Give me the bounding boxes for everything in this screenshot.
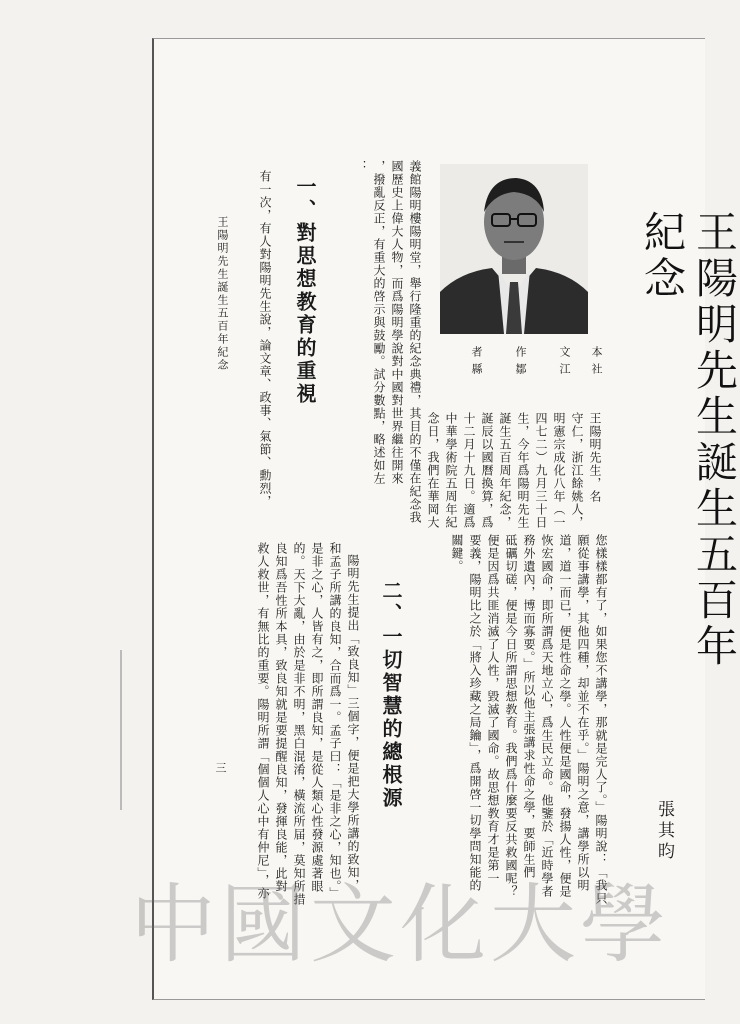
section-2-line-3: 是非之心，人皆有之，即所謂良知，是從人類心性發源處著眼 (310, 542, 324, 893)
article-title: 王陽明先生誕生五百年紀念 (638, 210, 739, 670)
intro-lower-line-4: ，撥亂反正，有重大的啓示與鼓勵。試分數點，略述如左 (372, 160, 386, 485)
page-number: 三 (214, 762, 227, 775)
intro-line-6: 誕生五百周年紀念， (498, 412, 512, 529)
section-1-line-1: 有一次，有人對陽明先生說，論文章、政事、氣節、勳烈， (258, 170, 272, 508)
running-footer: 王陽明先生誕生五百年紀念 (216, 216, 229, 372)
section-2-line-5: 良知爲吾性所本具，致良知就是要提醒良知，發揮良能，此對 (274, 542, 288, 893)
intro-lower-line-2: 義館陽明樓陽明堂，舉行隆重的紀念典禮，其目的不僅在紀念我 (408, 160, 422, 524)
section-2-line-2: 和孟子所講的良知，合而爲一。孟子曰：「是非之心，知也。」 (328, 542, 342, 900)
intro-line-4: 四七二）九月三十日 (534, 412, 548, 529)
continuation-line-9: 關鍵。 (450, 534, 464, 573)
section-2-line-6: 救人救世，有無比的重要。陽明所謂「個個人心中有仲尼」，亦 (256, 542, 270, 900)
intro-line-1: 王陽明先生，名 (588, 412, 602, 503)
continuation-line-1: 您樣樣都有了，如果您不講學，那就是完人了。」陽明說：「我只 (594, 534, 608, 905)
intro-line-2: 守仁，浙江餘姚人， (570, 412, 584, 529)
intro-line-9: 中華學術院五周年紀 (444, 412, 458, 529)
scan-edge-mark (120, 650, 122, 810)
continuation-line-5: 務外遺內，博而寡要。」所以他主張講求性命之學，要師生們 (522, 534, 536, 879)
intro-lower-line-1: 念日，我們在華岡大 (426, 412, 440, 529)
photo-caption-2: 文江 (558, 346, 571, 380)
photo-caption-1: 本社 (590, 346, 603, 380)
intro-line-8: 十二月十九日。適爲 (462, 412, 476, 529)
continuation-line-4: 恢宏國命，即所謂爲天地立心，爲生民立命。他鑒於「近時學者 (540, 534, 554, 898)
intro-lower-line-5: ： (354, 160, 368, 173)
continuation-line-6: 砥礪切磋，便是今日所謂思想教育。我們爲什麼要反共救國呢？ (504, 534, 518, 898)
intro-line-3: 明憲宗成化八年（一 (552, 412, 566, 529)
continuation-line-3: 道，道一而已，便是性命之學。人性便是國命，發揚人性，便是 (558, 534, 572, 898)
continuation-line-2: 願從事講學，其他四種，却並不在乎。」陽明之意，講學所以明 (576, 534, 590, 892)
section-1-heading: 一、對思想教育的重視 (293, 176, 317, 406)
photo-caption-3: 作鄒 (514, 346, 527, 380)
photo-caption-4: 者縣 (470, 346, 483, 380)
section-2-line-4: 的。天下大亂，由於是非不明，黑白混淆，橫流所届，莫知所措 (292, 542, 306, 906)
continuation-line-8: 要義，陽明比之於「將入珍藏之局鑰」，爲開啓一切學問知能的 (468, 534, 482, 892)
section-2-heading: 二、一切智慧的總根源 (379, 580, 403, 810)
author-portrait-photo (440, 164, 588, 334)
continuation-line-7: 便是因爲共匪消滅了人性，毀滅了國命。故思想教育才是第一 (486, 534, 500, 885)
intro-line-7: 誕辰以國曆換算，爲 (480, 412, 494, 529)
university-watermark: 中國文化大學 (130, 875, 670, 975)
portrait-icon (440, 164, 588, 334)
article-author: 張其昀 (654, 800, 674, 863)
section-2-line-1: 陽明先生提出「致良知」三個字，便是把大學所講的致知， (346, 554, 360, 892)
intro-line-5: 生，今年爲陽明先生 (516, 412, 530, 529)
intro-lower-line-3: 國歷史上偉大人物，而爲陽明學說對中國對世界繼往開來 (390, 160, 404, 485)
